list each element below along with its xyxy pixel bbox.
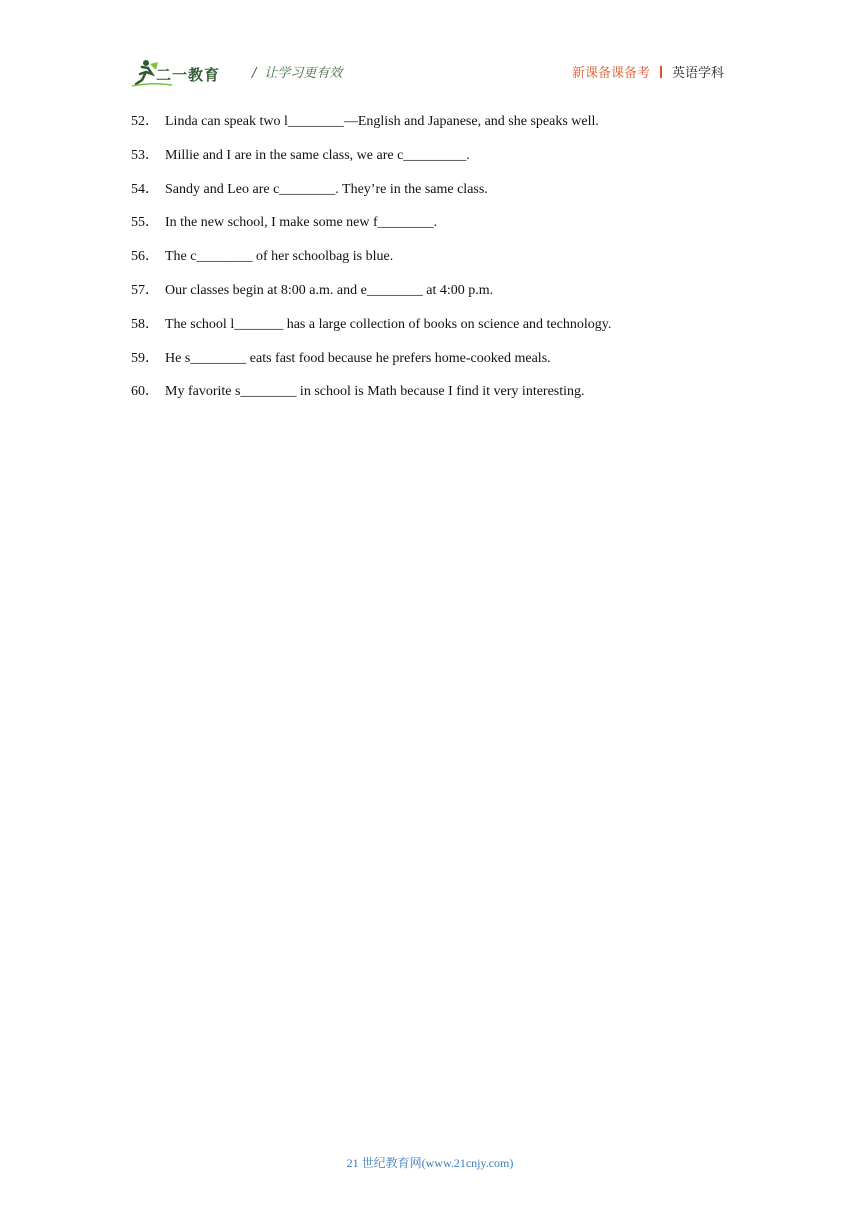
subject-label: 英语学科 <box>671 66 724 81</box>
question-item <box>131 112 731 146</box>
vertical-divider <box>660 66 662 78</box>
question-number: 56． <box>131 249 159 265</box>
question-number: 55． <box>131 215 159 231</box>
question-item <box>131 180 731 214</box>
question-list <box>131 112 731 416</box>
question-number: 53． <box>131 147 159 163</box>
slash-divider: / <box>252 66 257 81</box>
page-footer <box>0 1154 860 1171</box>
question-number: 60． <box>131 384 159 400</box>
logo <box>132 58 242 88</box>
question-number: 58． <box>131 316 159 332</box>
question-text: Millie and I are in the same class, we are c_________. <box>165 147 470 163</box>
question-item <box>131 315 731 349</box>
slogan <box>252 62 342 81</box>
question-number: 57． <box>131 282 159 298</box>
question-text: The c________ of her schoolbag is blue. <box>165 249 394 265</box>
question-text: Linda can speak two l________—English and Japanese, and she speaks well. <box>165 114 599 129</box>
question-item <box>131 247 731 281</box>
slogan-text: 让学习更有效 <box>264 66 343 81</box>
question-number: 54． <box>131 181 159 197</box>
question-text: Our classes begin at 8:00 a.m. and e________ at 4:00 p.m. <box>165 282 494 298</box>
page-header <box>132 56 724 92</box>
question-item <box>131 349 731 383</box>
question-text: He s________ eats fast food because he prefers home-cooked meals. <box>165 350 551 366</box>
series-label: 新课备课备考 <box>571 66 650 81</box>
question-text: My favorite s________ in school is Math because I find it very interesting. <box>165 384 585 400</box>
logo-text: 二一教育 <box>156 66 221 84</box>
question-number: 59． <box>131 350 159 366</box>
question-text: The school l_______ has a large collection of books on science and technology. <box>165 316 612 332</box>
footer-text[interactable]: 21 世纪教育网(www.21cnjy.com) <box>346 1156 514 1170</box>
question-item <box>131 213 731 247</box>
header-right <box>572 62 724 81</box>
question-item <box>131 382 731 416</box>
question-number: 52． <box>131 114 159 129</box>
question-item <box>131 146 731 180</box>
question-text: Sandy and Leo are c________. They’re in the same class. <box>165 181 488 197</box>
question-text: In the new school, I make some new f________. <box>165 215 438 231</box>
question-item <box>131 281 731 315</box>
